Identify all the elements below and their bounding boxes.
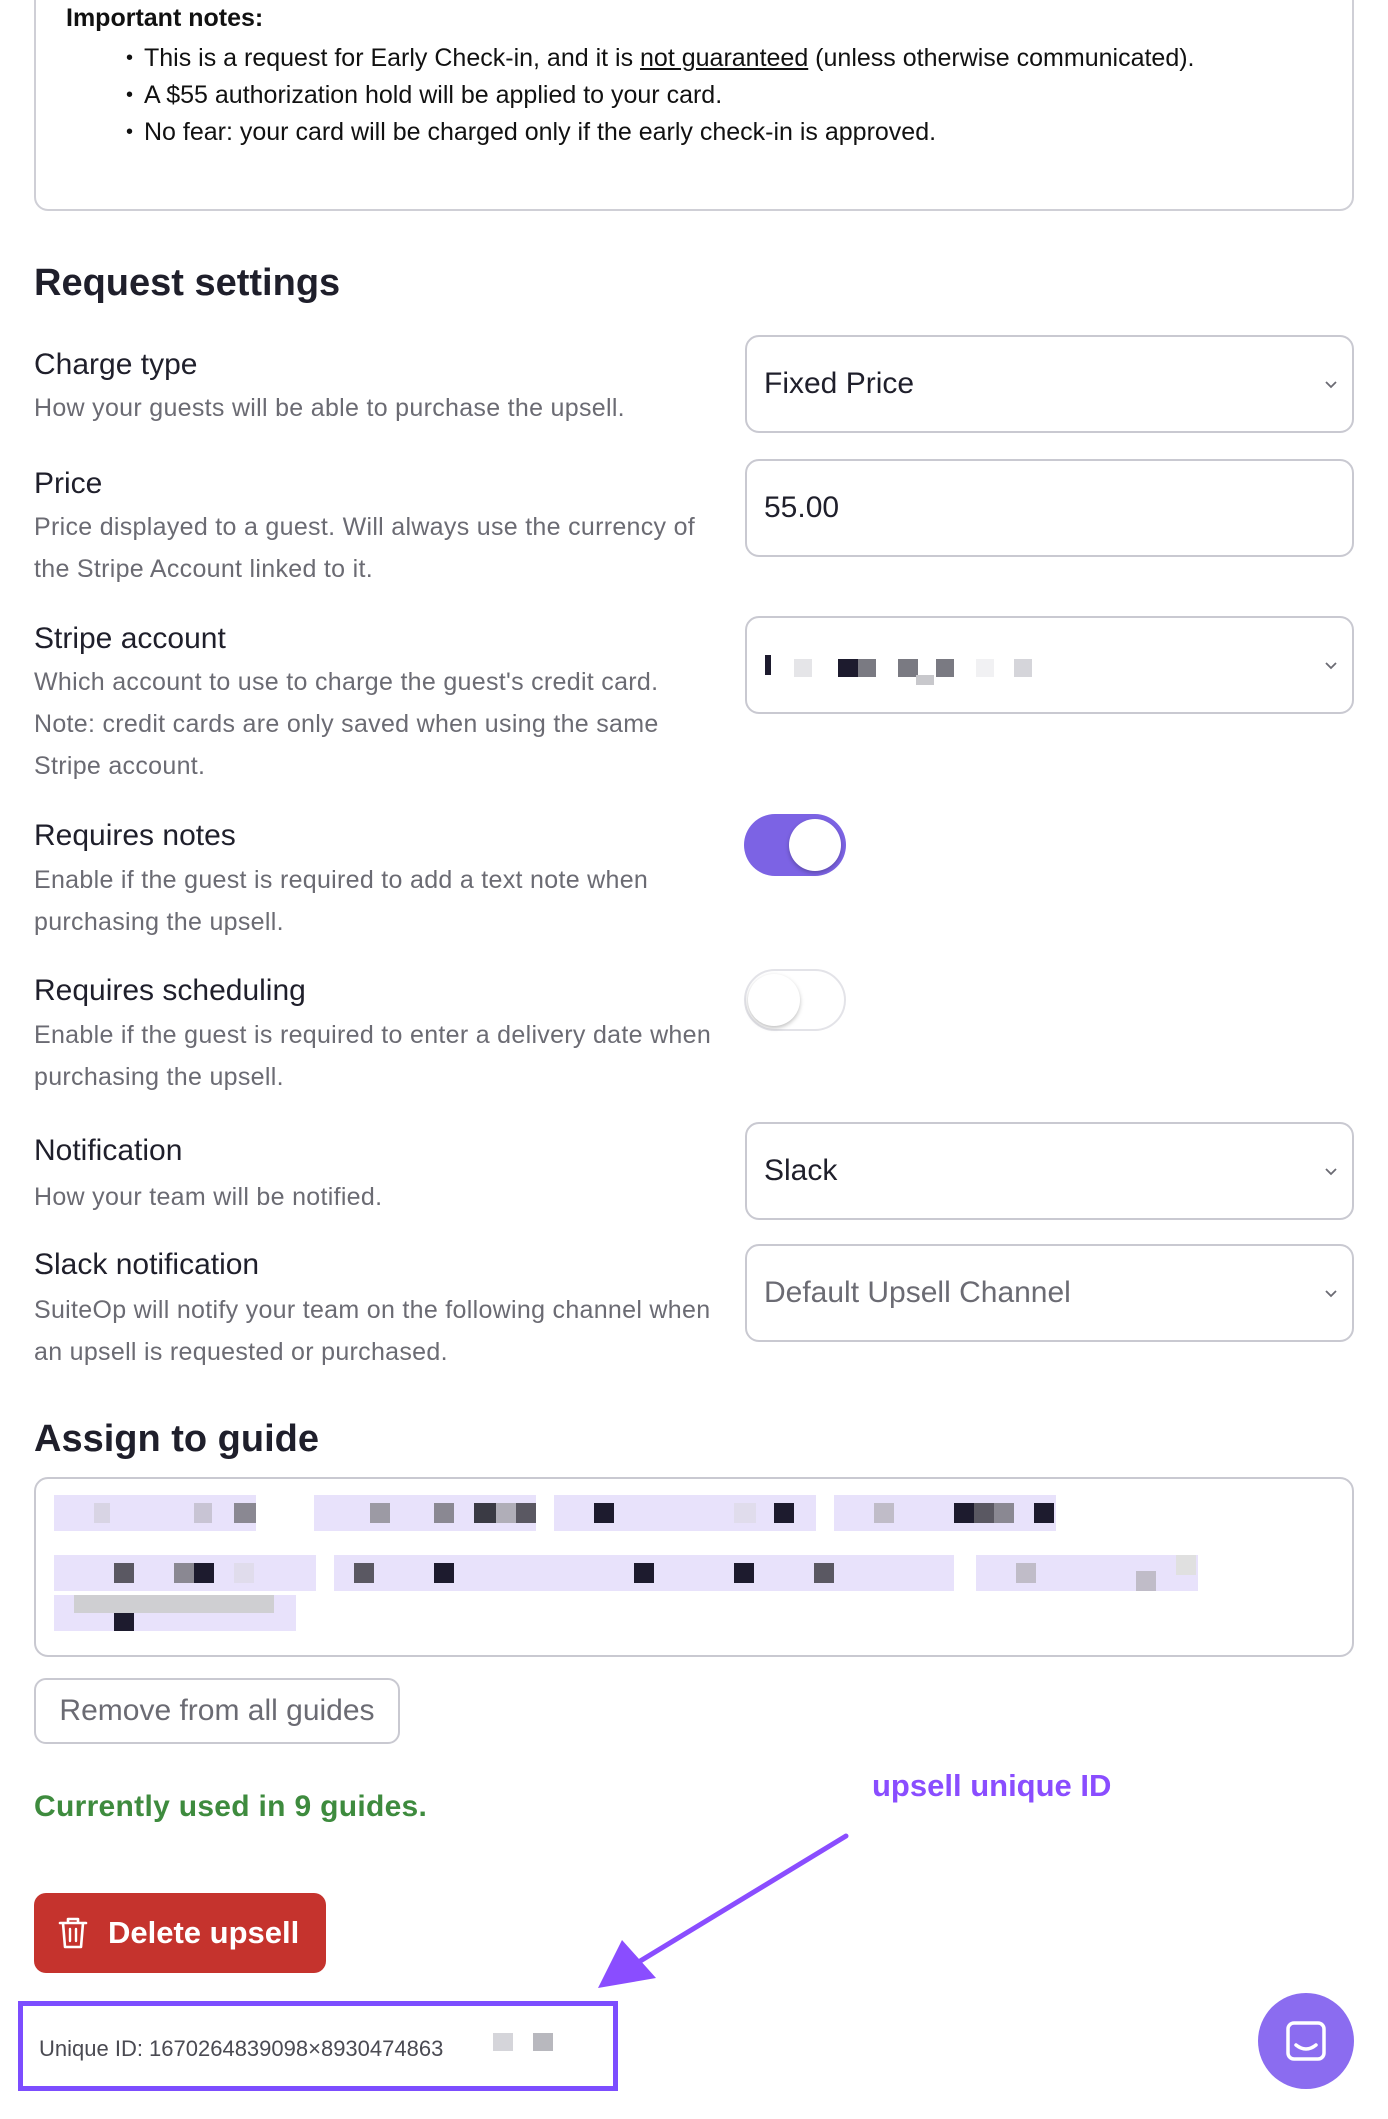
price-input[interactable] xyxy=(745,459,1354,557)
price-desc: Price displayed to a guest. Will always use the currency of the Stripe Account linked to it. xyxy=(34,513,696,583)
trash-icon xyxy=(58,1916,88,1950)
assign-to-guide-title: Assign to guide xyxy=(34,1418,319,1460)
requires-scheduling-desc: Enable if the guest is required to enter a delivery date when purchasing the upsell. xyxy=(34,1021,712,1091)
requires-notes-desc: Enable if the guest is required to add a text note when purchasing the upsell. xyxy=(34,866,649,936)
chevron-down-icon xyxy=(1322,1284,1340,1302)
delete-upsell-button[interactable] xyxy=(34,1893,326,1973)
requires-scheduling-toggle[interactable] xyxy=(744,969,846,1031)
notes-title: Important notes: xyxy=(66,4,264,32)
stripe-account-redacted-value xyxy=(764,645,1064,685)
stripe-account-label: Stripe account xyxy=(34,622,226,655)
guides-usage-count: Currently used in 9 guides. xyxy=(34,1790,428,1823)
requires-notes-label: Requires notes xyxy=(34,819,236,852)
note-item: • A $55 authorization hold will be applied to your card. xyxy=(126,77,1195,114)
toggle-knob xyxy=(748,974,800,1026)
guide-chip[interactable] xyxy=(554,1495,816,1531)
stripe-account-desc: Which account to use to charge the guest's credit card. Note: credit cards are only saved when using the same Stripe account. xyxy=(34,668,659,780)
guides-multiselect[interactable] xyxy=(34,1477,1354,1657)
chat-launcher-button[interactable] xyxy=(1258,1993,1354,2089)
annotation-arrow xyxy=(580,1830,860,1990)
notification-select[interactable] xyxy=(745,1122,1354,1220)
guide-chip[interactable] xyxy=(976,1555,1198,1591)
chevron-down-icon xyxy=(1322,656,1340,674)
chevron-down-icon xyxy=(1322,1162,1340,1180)
unique-id-redacted xyxy=(533,2033,553,2051)
requires-scheduling-label: Requires scheduling xyxy=(34,974,306,1007)
price-value: 55.00 xyxy=(764,491,840,524)
stripe-account-select[interactable] xyxy=(745,616,1354,714)
slack-notification-label: Slack notification xyxy=(34,1248,260,1281)
note-item: • This is a request for Early Check-in, and it is not guaranteed (unless otherwise communicated). xyxy=(126,40,1195,77)
chat-icon xyxy=(1284,2019,1328,2063)
charge-type-select[interactable] xyxy=(745,335,1354,433)
remove-from-all-guides-button[interactable]: Remove from all guides xyxy=(34,1678,400,1744)
notification-label: Notification xyxy=(34,1134,183,1167)
slack-channel-value: Default Upsell Channel xyxy=(764,1276,1071,1309)
unique-id-redacted xyxy=(493,2033,513,2051)
charge-type-desc: How your guests will be able to purchase the upsell. xyxy=(34,394,625,422)
slack-channel-select[interactable] xyxy=(745,1244,1354,1342)
guide-chip[interactable] xyxy=(54,1555,316,1591)
notification-desc: How your team will be notified. xyxy=(34,1183,383,1211)
unique-id-text: Unique ID: 1670264839098×8930474863⁠ xyxy=(39,2036,444,2061)
charge-type-value: Fixed Price xyxy=(764,367,915,400)
guide-chip[interactable] xyxy=(54,1495,256,1531)
guide-chip[interactable] xyxy=(54,1595,296,1631)
unique-id-highlight xyxy=(18,2001,618,2091)
notes-list xyxy=(126,40,1195,151)
chevron-down-icon xyxy=(1322,375,1340,393)
request-settings-title: Request settings xyxy=(34,262,341,304)
requires-notes-toggle[interactable] xyxy=(744,814,846,876)
slack-notification-desc: SuiteOp will notify your team on the following channel when an upsell is requested or purchased. xyxy=(34,1296,711,1366)
notification-value: Slack xyxy=(764,1154,838,1187)
guide-chip[interactable] xyxy=(834,1495,1056,1531)
delete-upsell-label: Delete upsell xyxy=(108,1915,300,1950)
annotation-label: upsell unique ID xyxy=(872,1768,1112,1803)
guide-chip[interactable] xyxy=(314,1495,536,1531)
charge-type-label: Charge type xyxy=(34,348,198,381)
note-item: • No fear: your card will be charged only if the early check-in is approved. xyxy=(126,114,1195,151)
guide-chip[interactable] xyxy=(334,1555,954,1591)
price-label: Price xyxy=(34,467,103,500)
toggle-knob xyxy=(789,819,841,871)
